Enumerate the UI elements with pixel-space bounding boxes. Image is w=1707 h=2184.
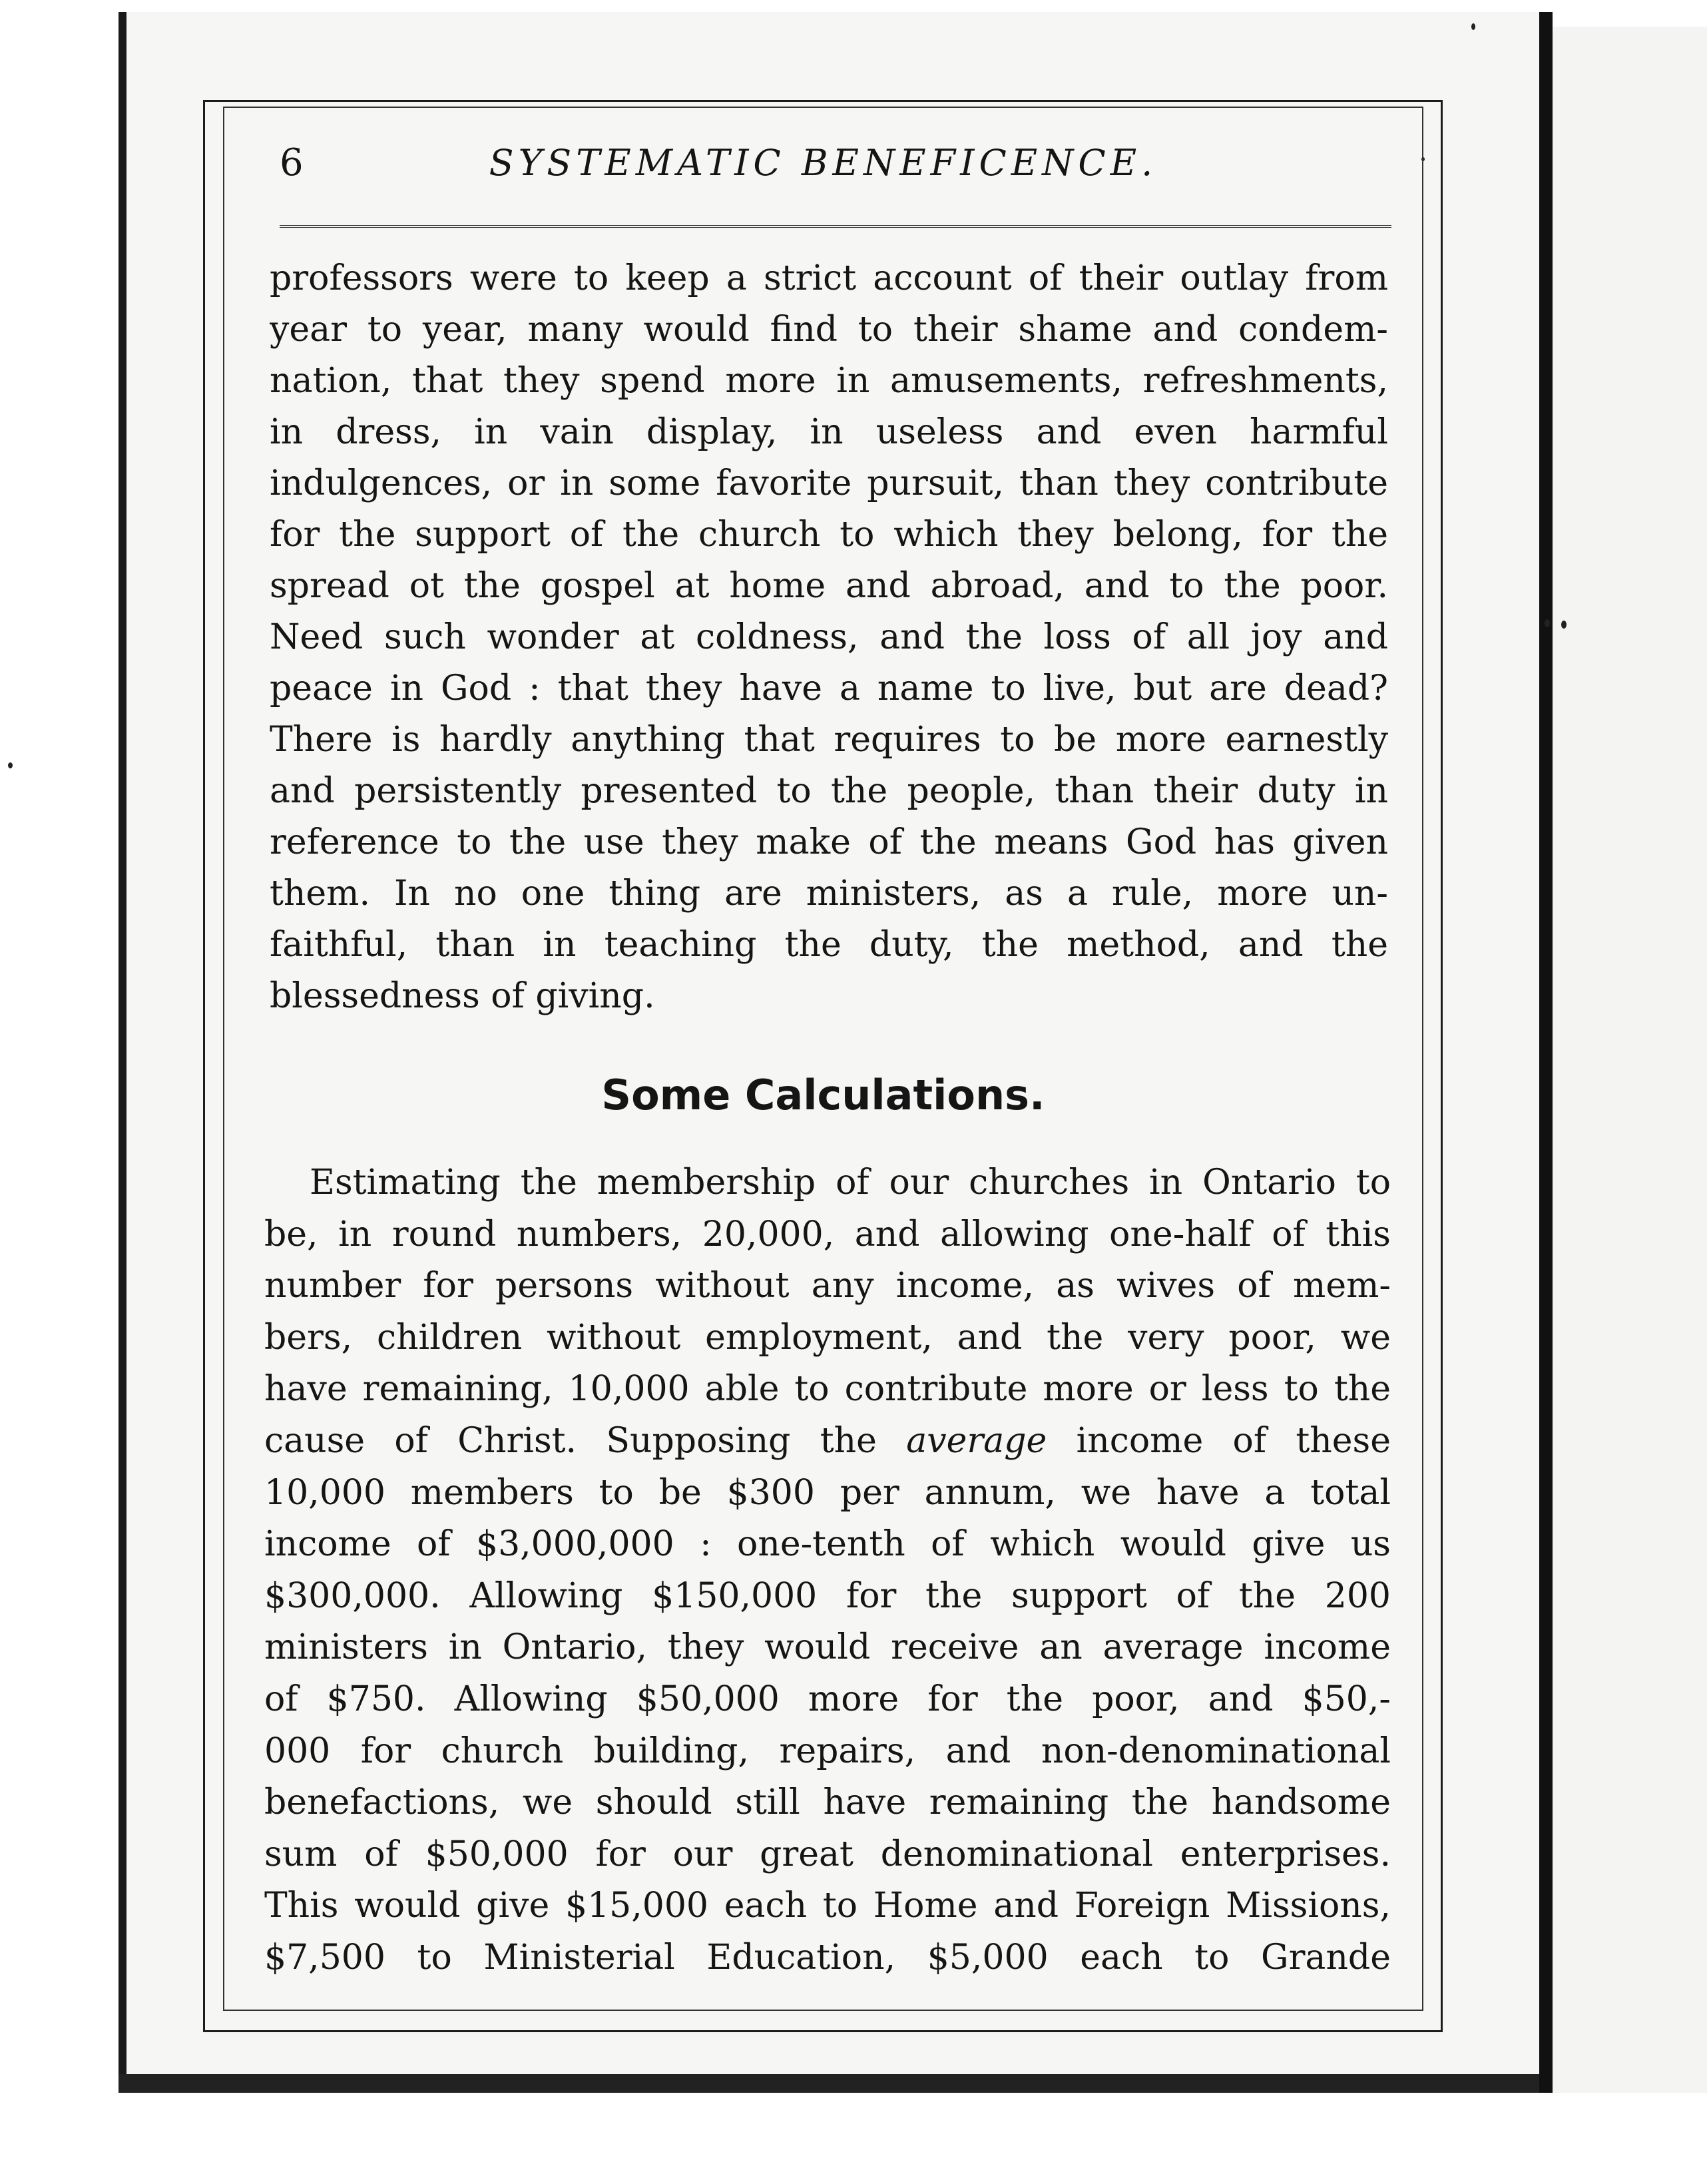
text-line: bers, children without employment, and the very poor, we [264,1317,1391,1358]
text-line: faithful, than in teaching the duty, the method, and the [270,925,1388,965]
text-line-with-emphasis [264,1416,1391,1468]
text-line: This would give $15,000 each to Home and Foreign Missions, [264,1886,1391,1926]
text-line: of $750. Allowing $50,000 more for the poor, and $50,- [264,1679,1391,1719]
text-line: Estimating the membership of our churches in Ontario to [310,1163,1391,1203]
text-line: benefactions, we should still have remaining the handsome [264,1782,1391,1823]
text-line: number for persons without any income, as wives of mem- [264,1266,1391,1306]
book-gutter-edge [1539,12,1553,2093]
text-run: cause of Christ. Supposing the [264,1420,907,1461]
section-heading: Some Calculations. [601,1071,1045,1119]
text-line: have remaining, 10,000 able to contribute more or less to the [264,1369,1391,1410]
text-line: in dress, in vain display, in useless and even harmful [270,412,1388,452]
text-line: reference to the use they make of the means God has given [270,822,1388,862]
scan-speck [1561,621,1567,629]
text-line: Need such wonder at coldness, and the loss of all joy and [270,617,1388,657]
text-line: $7,500 to Ministerial Education, $5,000 each to Grande [264,1937,1391,1978]
text-line: $300,000. Allowing $150,000 for the support of the 200 [264,1575,1391,1616]
text-line: 10,000 members to be $300 per annum, we have a total [264,1472,1391,1513]
text-line: be, in round numbers, 20,000, and allowing one-half of this [264,1214,1391,1254]
scan-speck [1545,619,1550,627]
emphasis-word: average [906,1420,1047,1461]
header-rule [280,225,1391,228]
text-line: them. In no one thing are ministers, as a rule, more un- [270,874,1388,914]
text-line: spread ot the gospel at home and abroad, and to the poor. [270,566,1388,606]
text-line: 000 for church building, repairs, and non-denominational [264,1731,1391,1771]
text-line: ministers in Ontario, they would receive an average income [264,1627,1391,1668]
text-line: indulgences, or in some favorite pursuit, than they contribute [270,463,1388,503]
paragraph-continued [270,253,1388,1022]
text-line: blessedness of giving. [270,976,655,1016]
text-line: year to year, many would find to their shame and condem- [270,310,1388,350]
scan-left-edge [119,12,126,2093]
text-line: There is hardly anything that requires to be more earnestly [270,720,1388,760]
running-head [223,133,1423,193]
scan-speck [1471,23,1475,30]
scan-top-margin [0,0,1707,12]
text-line: income of $3,000,000 : one-tenth of which would give us [264,1524,1391,1565]
text-line: for the support of the church to which they belong, for the [270,515,1388,555]
scan-speck [8,762,13,768]
text-line: professors were to keep a strict account of their outlay from [270,258,1388,298]
text-line: and persistently presented to the people, than their duty in [270,771,1388,811]
text-line: sum of $50,000 for our great denominational enterprises. [264,1834,1391,1874]
scan-bottom-margin [0,2093,1707,2184]
text-line: peace in God : that they have a name to live, but are dead? [270,669,1388,708]
page-number: 6 [280,141,304,184]
scan-bottom-shadow [119,2074,1539,2093]
text-run: income of these [1047,1420,1391,1461]
paragraph-calculations [264,1157,1391,1984]
text-line: nation, that they spend more in amusements, refreshments, [270,361,1388,401]
running-title: SYSTEMATIC BENEFICENCE. [489,142,1158,184]
adjacent-page-sliver [1553,27,1707,2093]
